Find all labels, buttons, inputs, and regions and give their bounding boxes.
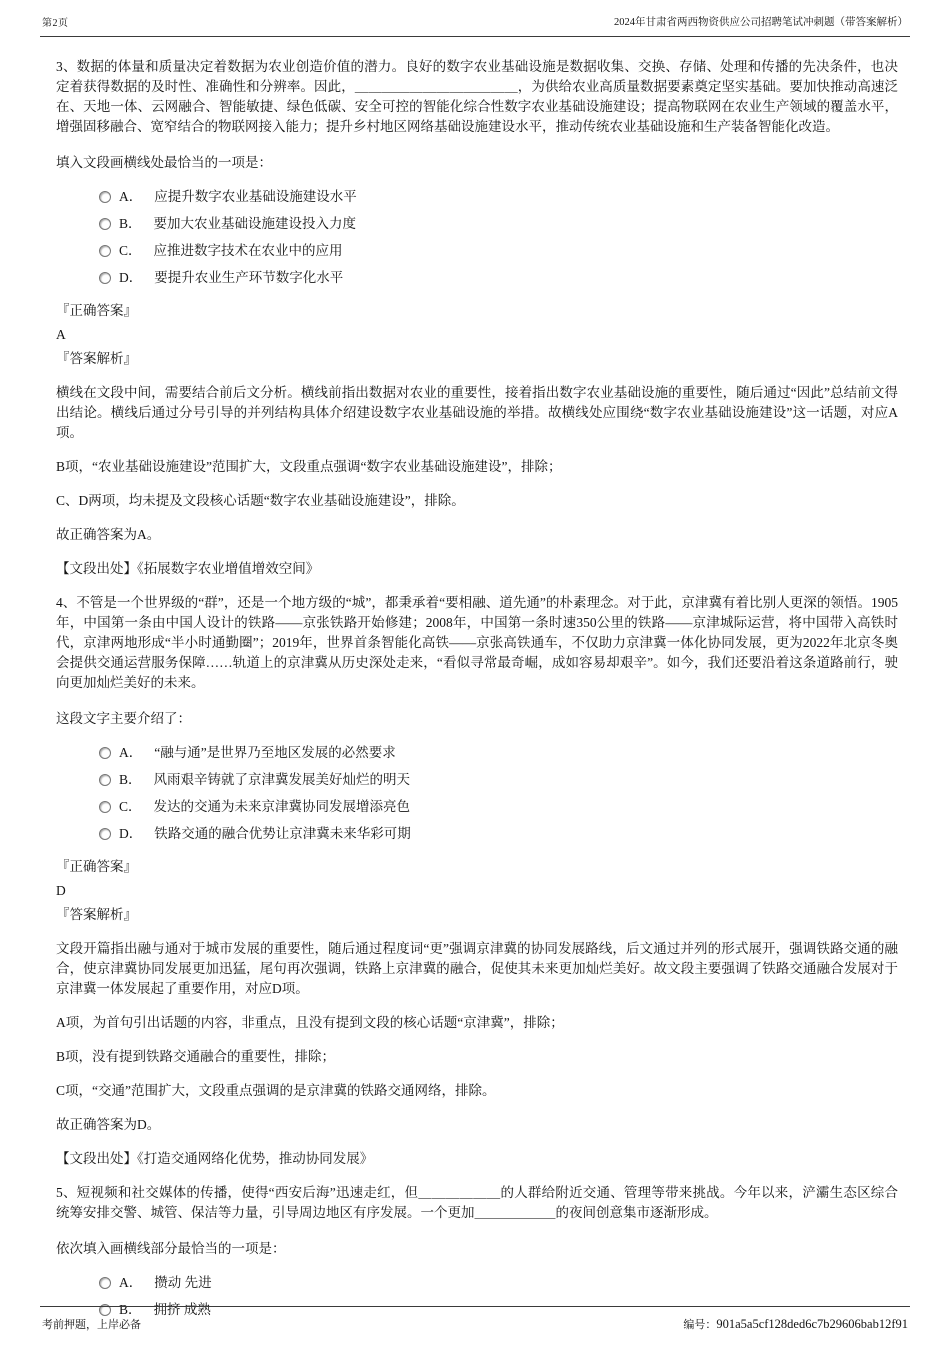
option-letter: A． bbox=[119, 745, 143, 760]
option-text: 攒动 先进 bbox=[154, 1275, 212, 1290]
option-5-a[interactable] bbox=[99, 1273, 898, 1293]
option-text: 发达的交通为未来京津冀协同发展增添亮色 bbox=[153, 799, 411, 814]
option-3-a[interactable] bbox=[99, 187, 898, 207]
analysis-paragraph: 文段开篇指出融与通对于城市发展的重要性，随后通过程度词“更”强调京津冀的协同发展路线，后文通过并列的形式展开，强调铁路交通的融合，使京津冀协同发展更加迅猛，尾句再次强调，铁路上京津冀的融合，促使其未来更加灿烂美好。故文段主要强调了铁路交通融合发展对于京津冀一体发展起了重要作用，对应D项。 bbox=[56, 941, 898, 996]
page-header bbox=[40, 10, 910, 37]
option-letter: B． bbox=[119, 1302, 142, 1317]
options-list bbox=[99, 743, 898, 844]
correct-answer-value: D bbox=[56, 883, 66, 898]
radio-button-icon[interactable] bbox=[99, 774, 111, 786]
option-3-b[interactable] bbox=[99, 214, 898, 234]
code-label: 编号： bbox=[683, 1319, 717, 1331]
question-4 bbox=[56, 593, 898, 1169]
page-number: 第2页 bbox=[42, 18, 69, 29]
question-prompt: 这段文字主要介绍了： bbox=[56, 711, 191, 726]
analysis-conclusion: 故正确答案为A。 bbox=[56, 527, 161, 542]
option-text: “融与通”是世界乃至地区发展的必然要求 bbox=[154, 745, 396, 760]
option-4-d[interactable] bbox=[99, 824, 898, 844]
footer-slogan: 考前押题，上岸必备 bbox=[42, 1319, 141, 1331]
question-stem: 4、不管是一个世界级的“群”，还是一个地方级的“城”，都秉承着“要相融、道先通”的朴素理念。对于此，京津冀有着比别人更深的领悟。1905年，中国第一条由中国人设计的铁路——京张铁路开始修建；2008年，中国第一条时速350公里的铁路——京津城际运营，将中国带入高铁时代，京津两地形成“半小时通勤圈”；2019年，世界首条智能化高铁——京张高铁通车，不仅助力京津冀一体化协同发展，更为2022年北京冬奥会提供交通运营服务保障……轨道上的京津冀从历史深处走来，“看似寻常最奇崛，成如容易却艰辛”。如今，我们还要沿着这条道路前行，驶向更加灿烂美好的未来。 bbox=[56, 595, 898, 690]
radio-button-icon[interactable] bbox=[99, 218, 111, 230]
option-letter: A． bbox=[119, 189, 143, 204]
option-letter: C． bbox=[119, 243, 142, 258]
question-5 bbox=[56, 1183, 898, 1320]
answer-analysis-label: 『答案解析』 bbox=[56, 907, 137, 922]
code-value: 901a5a5cf128ded6c7b29606bab12f91 bbox=[716, 1317, 908, 1331]
radio-button-icon[interactable] bbox=[99, 272, 111, 284]
option-letter: D． bbox=[119, 826, 143, 841]
option-text: 要加大农业基础设施建设投入力度 bbox=[153, 216, 357, 231]
option-text: 铁路交通的融合优势让京津冀未来华彩可期 bbox=[154, 826, 411, 841]
document-title: 2024年甘肃省两西物资供应公司招聘笔试冲刺题（带答案解析） bbox=[614, 17, 908, 28]
analysis-paragraph: B项，“农业基础设施建设”范围扩大，文段重点强调“数字农业基础设施建设”，排除； bbox=[56, 459, 562, 474]
option-4-b[interactable] bbox=[99, 770, 898, 790]
analysis-paragraph: C项，“交通”范围扩大，文段重点强调的是京津冀的铁路交通网络，排除。 bbox=[56, 1083, 496, 1098]
option-text: 要提升农业生产环节数字化水平 bbox=[154, 270, 344, 285]
option-3-c[interactable] bbox=[99, 241, 898, 261]
option-letter: C． bbox=[119, 799, 142, 814]
radio-button-icon[interactable] bbox=[99, 245, 111, 257]
question-prompt: 填入文段画横线处最恰当的一项是： bbox=[56, 155, 272, 170]
option-letter: B． bbox=[119, 216, 142, 231]
analysis-paragraph: C、D两项，均未提及文段核心话题“数字农业基础设施建设”，排除。 bbox=[56, 493, 465, 508]
document-code bbox=[683, 1316, 908, 1332]
analysis-paragraph: B项，没有提到铁路交通融合的重要性，排除； bbox=[56, 1049, 336, 1064]
option-3-d[interactable] bbox=[99, 268, 898, 288]
page-footer bbox=[40, 1306, 910, 1345]
analysis-conclusion: 故正确答案为D。 bbox=[56, 1117, 161, 1132]
passage-source: 【文段出处】《打造交通网络化优势，推动协同发展》 bbox=[56, 1151, 374, 1166]
options-list bbox=[99, 187, 898, 288]
question-prompt: 依次填入画横线部分最恰当的一项是： bbox=[56, 1241, 286, 1256]
option-4-c[interactable] bbox=[99, 797, 898, 817]
analysis-paragraph: A项，为首句引出话题的内容，非重点，且没有提到文段的核心话题“京津冀”，排除； bbox=[56, 1015, 564, 1030]
correct-answer-label: 『正确答案』 bbox=[56, 303, 137, 318]
option-letter: B． bbox=[119, 772, 142, 787]
option-letter: D． bbox=[119, 270, 143, 285]
radio-button-icon[interactable] bbox=[99, 1277, 111, 1289]
correct-answer-label: 『正确答案』 bbox=[56, 859, 137, 874]
radio-button-icon[interactable] bbox=[99, 828, 111, 840]
analysis-paragraph: 横线在文段中间，需要结合前后文分析。横线前指出数据对农业的重要性，接着指出数字农业基础设施的重要性，随后通过“因此”总结前文得出结论。横线后通过分号引导的并列结构具体介绍建设数字农业基础设施的举措。故横线处应围绕“数字农业基础设施建设”这一话题，对应A项。 bbox=[56, 385, 898, 440]
passage-source: 【文段出处】《拓展数字农业增值增效空间》 bbox=[56, 561, 320, 576]
option-text: 风雨艰辛铸就了京津冀发展美好灿烂的明天 bbox=[153, 772, 411, 787]
question-3 bbox=[56, 57, 898, 579]
option-text: 应推进数字技术在农业中的应用 bbox=[153, 243, 343, 258]
correct-answer-value: A bbox=[56, 327, 66, 342]
question-stem: 3、数据的体量和质量决定着数据为农业创造价值的潜力。良好的数字农业基础设施是数据收集、交换、存储、处理和传播的先决条件，也决定着获得数据的及时性、准确性和分辨率。因此，＿＿＿＿＿＿＿＿＿＿＿＿，为供给农业高质量数据要素奠定坚实基础。要加快推动高速泛在、天地一体、云网融合、智能敏捷、绿色低碳、安全可控的智能化综合性数字农业基础设施建设；提高物联网在农业生产领域的覆盖水平，增强固移融合、宽窄结合的物联网接入能力；提升乡村地区网络基础设施建设水平，推动传统农业基础设施和生产装备智能化改造。 bbox=[56, 59, 898, 134]
question-stem: 5、短视频和社交媒体的传播，使得“西安后海”迅速走红，但＿＿＿＿＿＿的人群给附近交通、管理等带来挑战。今年以来，浐灞生态区综合统筹安排交警、城管、保洁等力量，引导周边地区有序发展。一个更加＿＿＿＿＿＿的夜间创意集市逐渐形成。 bbox=[56, 1185, 898, 1220]
option-text: 应提升数字农业基础设施建设水平 bbox=[154, 189, 357, 204]
radio-button-icon[interactable] bbox=[99, 801, 111, 813]
option-4-a[interactable] bbox=[99, 743, 898, 763]
page-content bbox=[40, 37, 910, 1320]
option-letter: A． bbox=[119, 1275, 143, 1290]
radio-button-icon[interactable] bbox=[99, 747, 111, 759]
radio-button-icon[interactable] bbox=[99, 191, 111, 203]
answer-analysis-label: 『答案解析』 bbox=[56, 351, 137, 366]
option-text: 拥挤 成熟 bbox=[153, 1302, 211, 1317]
